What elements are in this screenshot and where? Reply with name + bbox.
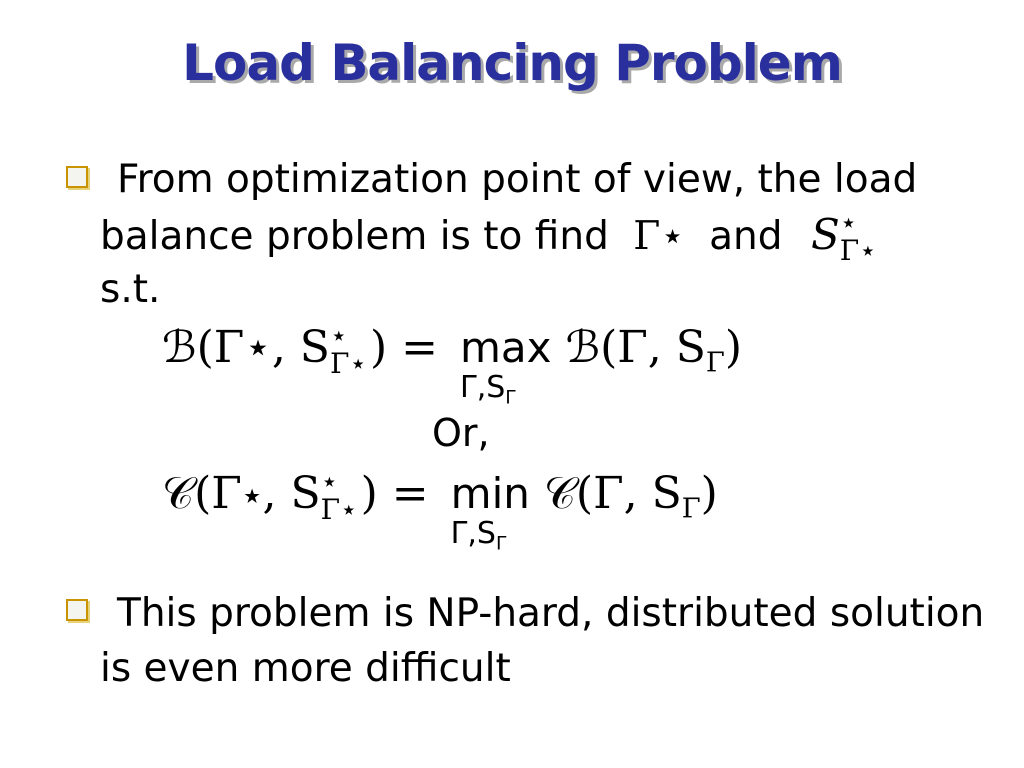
eq2-lhs-sup: ⋆: [320, 465, 339, 498]
bullet-1-line-2: [100, 206, 884, 267]
eq1-lhs-close: ) =: [369, 322, 438, 373]
bullet-1-line-3: s.t.: [100, 267, 161, 312]
eq1-limit-text: Γ,S: [459, 370, 506, 405]
slide-title: Load Balancing Problem: [182, 34, 842, 92]
bullet-1-line-1: From optimization point of view, the load: [117, 157, 918, 202]
gamma-star: Γ⋆: [633, 214, 685, 259]
or-text: Or,: [432, 411, 490, 455]
s-star-base: S: [810, 210, 840, 259]
eq1-rhs-sub: Γ: [705, 347, 725, 379]
s-star-sub: Γ⋆: [839, 234, 877, 267]
eq1-lhs-sub: Γ⋆: [329, 347, 367, 380]
s-star-sup: ⋆: [839, 206, 858, 239]
bullet-2-icon: [66, 599, 88, 621]
eq2-limit-sub: Γ: [495, 533, 507, 555]
eq1-rhs-close: ): [724, 322, 742, 373]
equation-min: [162, 465, 718, 555]
eq2-lhs-close: ) =: [360, 468, 429, 519]
eq1-lhs: ℬ(Γ⋆, S: [162, 322, 330, 373]
eq2-rhs-close: ): [700, 468, 718, 519]
bullet-1-line-2-text: balance problem is to find: [100, 214, 609, 259]
bullet-1-icon: [66, 166, 88, 188]
eq1-rhs: ℬ(Γ, S: [565, 322, 706, 373]
eq1-limit-sub: Γ: [505, 387, 516, 409]
eq2-rhs-sub: Γ: [681, 493, 701, 525]
eq2-lhs-sub: Γ⋆: [320, 493, 358, 526]
eq2-limit: [450, 516, 507, 555]
and-text: and: [709, 214, 783, 259]
eq1-limit: [459, 370, 516, 409]
eq2-op: min: [450, 469, 530, 518]
eq1-lhs-sup: ⋆: [329, 319, 348, 352]
eq2-limit-text: Γ,S: [450, 516, 496, 551]
eq2-rhs: 𝒞(Γ, S: [543, 468, 682, 519]
bullet-2-line-1: This problem is NP-hard, distributed solution: [117, 591, 985, 636]
bullet-2-line-2: is even more difficult: [100, 646, 511, 691]
eq2-lhs: 𝒞(Γ⋆, S: [162, 468, 321, 519]
eq1-op: max: [459, 323, 552, 372]
s-star: [810, 206, 884, 267]
equation-max: [162, 319, 742, 409]
